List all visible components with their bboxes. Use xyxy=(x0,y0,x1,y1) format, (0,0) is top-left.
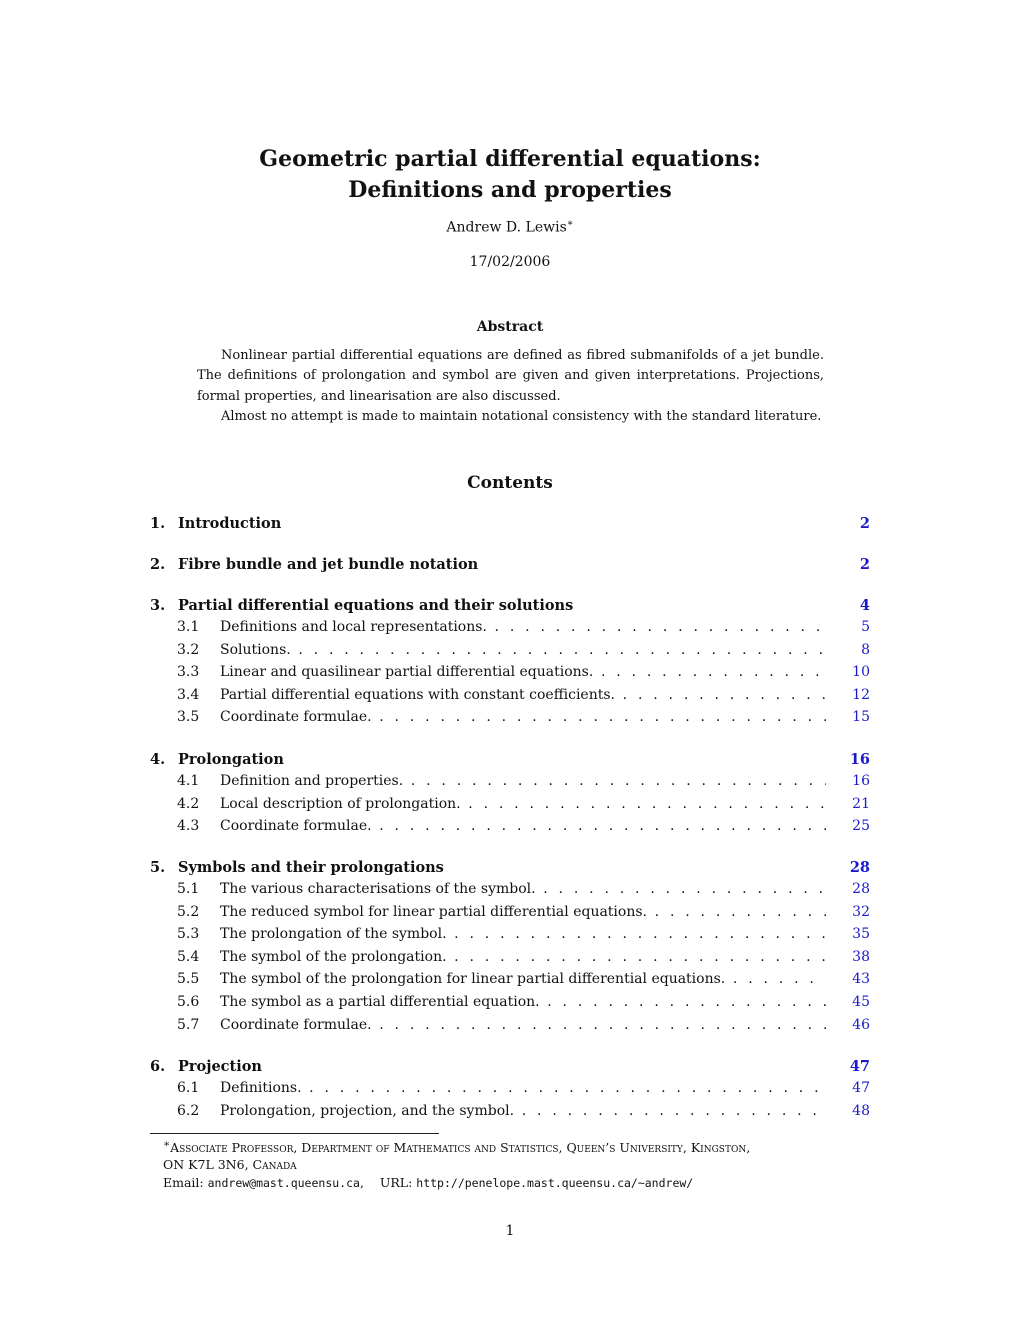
toc-subsection-page-link[interactable]: 47 xyxy=(852,1080,870,1096)
toc-subsection-title[interactable]: Linear and quasilinear partial differential equations. . . . xyxy=(220,664,826,680)
paper-title-line2: Definitions and properties xyxy=(348,177,672,203)
toc-subsection-title[interactable]: Coordinate formulae. . . . xyxy=(220,818,826,834)
toc-subsection-number: 5.6 xyxy=(177,993,200,1010)
toc-section-page-link[interactable]: 2 xyxy=(859,556,870,573)
toc-subsection-entry[interactable] xyxy=(150,642,870,665)
toc-subsection-number: 3.1 xyxy=(177,619,200,635)
abstract-paragraph-1: Nonlinear partial differential equations are defined as fibred submanifolds of a jet bundle. The definitions of prolongation and symbol are given and given interpretations. Projections, formal properties, and linearisation are also discussed. xyxy=(197,348,824,404)
toc-subsection-entry[interactable] xyxy=(150,949,870,972)
toc-subsection-number: 5.2 xyxy=(177,903,200,920)
footnote-contact: Email: andrew@mast.queensu.ca, URL: http://penelope.mast.queensu.ca/~andrew/ xyxy=(163,1175,694,1190)
toc-section-block xyxy=(150,515,870,537)
toc-subsection-entry[interactable] xyxy=(150,796,870,819)
toc-subsection-title[interactable]: The symbol of the prolongation for linear partial differential equations. . . . xyxy=(220,971,826,987)
toc-subsection-page-link[interactable]: 25 xyxy=(852,818,870,835)
toc-subsection-entry[interactable] xyxy=(150,709,870,732)
toc-subsection-number: 4.2 xyxy=(177,795,200,812)
toc-subsection-page-link[interactable]: 46 xyxy=(852,1016,870,1033)
url-label: URL: xyxy=(379,1175,413,1190)
toc-subsection-title[interactable]: Coordinate formulae. . . . xyxy=(220,709,826,725)
toc-subsection-title[interactable]: The prolongation of the symbol. . . . xyxy=(220,926,826,942)
toc-subsection-entry[interactable] xyxy=(150,881,870,904)
toc-subsection-page-link[interactable]: 28 xyxy=(852,881,870,897)
toc-subsection-number: 6.2 xyxy=(177,1102,200,1119)
toc-subsection-title[interactable]: Local description of prolongation. . . . xyxy=(220,796,826,812)
author-footnote-mark[interactable]: ∗ xyxy=(566,218,574,229)
toc-section-title[interactable]: Partial differential equations and their solutions xyxy=(178,597,574,614)
toc-subsection-number: 3.4 xyxy=(177,686,200,703)
toc-section-number: 4. xyxy=(150,751,166,768)
toc-subsection-title[interactable]: Definitions and local representations. . . . xyxy=(220,619,826,635)
toc-subsection-title[interactable]: Coordinate formulae. . . . xyxy=(220,1017,826,1033)
toc-section-entry[interactable] xyxy=(150,515,870,537)
toc-subsection-number: 5.1 xyxy=(177,881,200,897)
toc-subsection-page-link[interactable]: 16 xyxy=(852,773,870,789)
toc-subsection-page-link[interactable]: 15 xyxy=(852,709,870,726)
toc-subsection-number: 5.7 xyxy=(177,1016,200,1033)
toc-section-page-link[interactable]: 4 xyxy=(859,597,870,614)
toc-subsection-page-link[interactable]: 45 xyxy=(852,993,870,1010)
footnote-mark: ∗ xyxy=(163,1138,171,1150)
abstract-heading: Abstract xyxy=(476,319,544,335)
toc-subsection-entry[interactable] xyxy=(150,1017,870,1040)
toc-subsection-entry[interactable] xyxy=(150,687,870,710)
toc-section-number: 5. xyxy=(150,859,166,876)
footnote-rule xyxy=(150,1133,439,1134)
toc-section-block xyxy=(150,597,870,732)
toc-subsection-page-link[interactable]: 38 xyxy=(852,948,870,965)
abstract-body xyxy=(197,346,824,427)
email-link[interactable]: andrew@mast.queensu.ca xyxy=(207,1176,360,1190)
toc-section-page-link[interactable]: 47 xyxy=(849,1058,870,1075)
toc-subsection-entry[interactable] xyxy=(150,1080,870,1103)
toc-subsection-number: 5.4 xyxy=(177,948,200,965)
toc-subsection-page-link[interactable]: 43 xyxy=(852,971,870,988)
author-name: Andrew D. Lewis xyxy=(446,219,567,236)
toc-subsection-entry[interactable] xyxy=(150,1103,870,1126)
toc-section-title[interactable]: Prolongation xyxy=(178,751,284,768)
toc-section-block xyxy=(150,859,870,1039)
toc-subsection-page-link[interactable]: 5 xyxy=(861,619,870,635)
toc-section-page-link[interactable]: 2 xyxy=(859,515,870,532)
toc-section-entry[interactable] xyxy=(150,556,870,578)
footnote-affiliation: Associate Professor, Department of Mathematics and Statistics, Queen’s University, Kingston, xyxy=(170,1140,751,1156)
toc-subsection-entry[interactable] xyxy=(150,926,870,949)
toc-section-block xyxy=(150,751,870,841)
toc-section-entry[interactable] xyxy=(150,1058,870,1080)
toc-subsection-number: 3.3 xyxy=(177,664,200,681)
toc-subsection-title[interactable]: Partial differential equations with constant coefficients. . . . xyxy=(220,687,826,703)
toc-subsection-number: 6.1 xyxy=(177,1080,200,1096)
toc-section-page-link[interactable]: 28 xyxy=(849,859,870,876)
toc-subsection-entry[interactable] xyxy=(150,664,870,687)
footnote-affiliation-line1 xyxy=(163,1138,870,1155)
toc-subsection-title[interactable]: The reduced symbol for linear partial differential equations. . . . xyxy=(220,904,826,920)
author xyxy=(0,218,1020,236)
toc-subsection-entry[interactable] xyxy=(150,971,870,994)
toc-subsection-title[interactable]: Prolongation, projection, and the symbol. . . . xyxy=(220,1103,826,1119)
contents-heading: Contents xyxy=(467,473,553,493)
toc-section-entry[interactable] xyxy=(150,859,870,881)
toc-subsection-number: 3.5 xyxy=(177,709,200,726)
footnote-affiliation-line2: ON K7L 3N6, Canada xyxy=(163,1157,297,1172)
toc-section-entry[interactable] xyxy=(150,751,870,773)
toc-section-block xyxy=(150,556,870,578)
toc-subsection-entry[interactable] xyxy=(150,994,870,1017)
toc-subsection-number: 3.2 xyxy=(177,641,200,658)
toc-section-entry[interactable] xyxy=(150,597,870,619)
toc-section-number: 3. xyxy=(150,597,166,614)
toc-subsection-number: 5.5 xyxy=(177,971,200,988)
toc-subsection-number: 4.3 xyxy=(177,818,200,835)
paper-title-line1: Geometric partial differential equations: xyxy=(259,146,761,172)
toc-subsection-number: 5.3 xyxy=(177,926,200,943)
toc-section-title[interactable]: Introduction xyxy=(178,515,282,532)
toc-subsection-entry[interactable] xyxy=(150,619,870,642)
toc-subsection-title[interactable]: The symbol as a partial differential equation. . . . xyxy=(220,994,826,1010)
toc-subsection-page-link[interactable]: 12 xyxy=(852,686,870,703)
toc-subsection-page-link[interactable]: 21 xyxy=(852,795,870,812)
toc-section-block xyxy=(150,1058,870,1125)
toc-subsection-page-link[interactable]: 35 xyxy=(852,926,870,943)
toc-subsection-title[interactable]: The symbol of the prolongation. . . . xyxy=(220,949,826,965)
date: 17/02/2006 xyxy=(469,254,551,270)
abstract-paragraph-2: Almost no attempt is made to maintain notational consistency with the standard literature. xyxy=(221,408,822,424)
toc-section-title[interactable]: Fibre bundle and jet bundle notation xyxy=(178,556,479,573)
toc-section-number: 6. xyxy=(150,1058,166,1075)
toc-subsection-title[interactable]: Definitions. . . . xyxy=(220,1080,826,1096)
page-number: 1 xyxy=(505,1223,515,1239)
toc-subsection-page-link[interactable]: 32 xyxy=(852,903,870,920)
toc-subsection-page-link[interactable]: 48 xyxy=(852,1102,870,1119)
toc-subsection-entry[interactable] xyxy=(150,818,870,841)
toc-subsection-entry[interactable] xyxy=(150,904,870,927)
toc-section-title[interactable]: Projection xyxy=(178,1058,262,1075)
toc-section-page-link[interactable]: 16 xyxy=(849,751,870,768)
toc-subsection-title[interactable]: The various characterisations of the symbol. . . . xyxy=(220,881,826,897)
toc-subsection-title[interactable]: Solutions. . . . xyxy=(220,642,826,658)
toc-subsection-title[interactable]: Definition and properties. . . . xyxy=(220,773,826,789)
url-link[interactable]: http://penelope.mast.queensu.ca/~andrew/ xyxy=(416,1176,694,1190)
toc-subsection-entry[interactable] xyxy=(150,773,870,796)
toc-subsection-page-link[interactable]: 10 xyxy=(852,664,870,681)
toc-section-number: 1. xyxy=(150,515,166,532)
toc-subsection-page-link[interactable]: 8 xyxy=(861,641,870,658)
toc-section-number: 2. xyxy=(150,556,166,573)
toc-section-title[interactable]: Symbols and their prolongations xyxy=(178,859,444,876)
email-label: Email: xyxy=(163,1175,204,1190)
toc-subsection-number: 4.1 xyxy=(177,773,200,789)
